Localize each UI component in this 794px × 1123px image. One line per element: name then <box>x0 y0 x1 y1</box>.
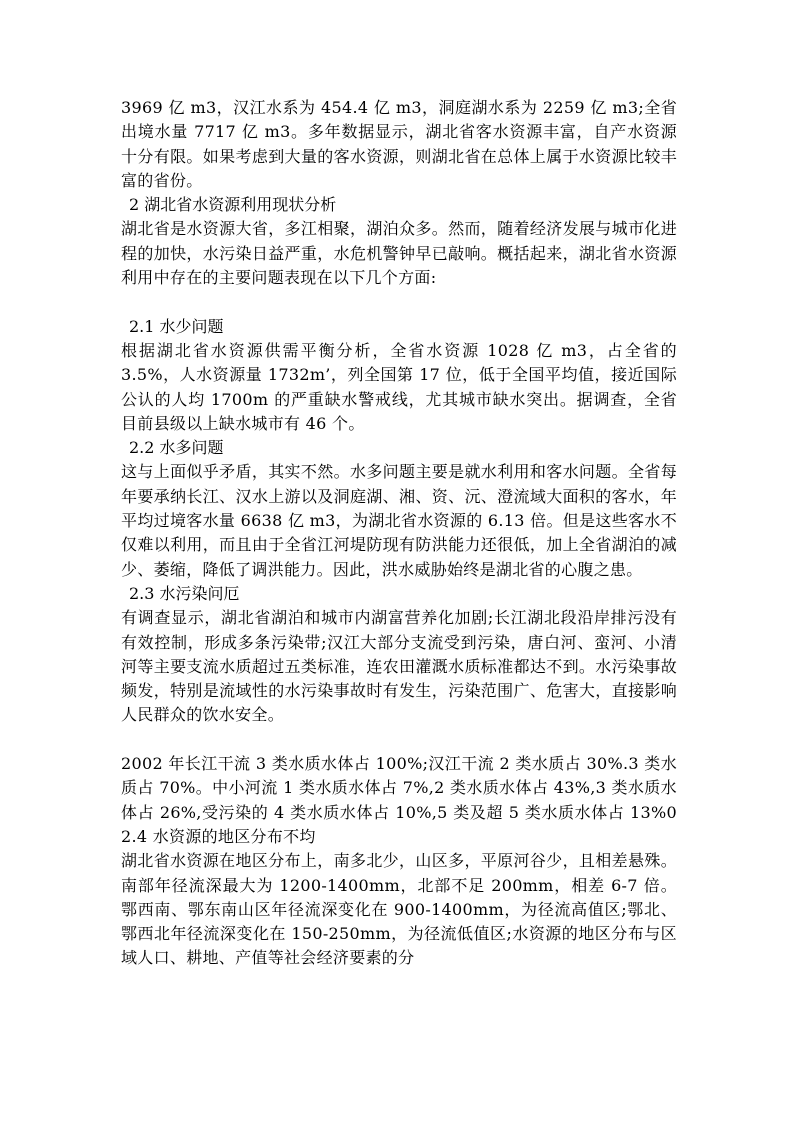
paragraph-regional-distribution: 湖北省水资源在地区分布上，南多北少，山区多，平原河谷少，且相差悬殊。南部年径流深最大为 1200-1400mm，北部不足 200mm，相差 6-7 倍。鄂西南、鄂东南山区年径流深变化在 900-1400mm，为径流高值区;鄂北、鄂西北年径流深变化在 150-250mm，为径流低值区;水资源的地区分布与区域人口、耕地、产值等社会经济要素的分 <box>121 851 677 968</box>
blank-line <box>121 728 677 752</box>
section-heading-2-2: 2.2 水多问题 <box>129 438 224 458</box>
paragraph-water-shortage: 根据湖北省水资源供需平衡分析，全省水资源 1028 亿 m3，占全省的 3.5%，人水资源量 1732m’，列全国第 17 位，低于全国平均值，接近国际公认的人均 1700m 的严重缺水警戒线，尤其城市缺水突出。据调查，全省目前县级以上缺水城市有 46 个。 <box>121 340 677 433</box>
paragraph-water-volume: 3969 亿 m3，汉江水系为 454.4 亿 m3，洞庭湖水系为 2259 亿 m3;全省出境水量 7717 亿 m3。多年数据显示，湖北省客水资源丰富，自产水资源十分有限。如果考虑到大量的客水资源，则湖北省在总体上属于水资源比较丰富的省份。 <box>121 98 677 190</box>
paragraph-intro-problems: 湖北省是水资源大省，多江相聚，湖泊众多。然而，随着经济发展与城市化进程的加快，水污染日益严重，水危机警钟早已敲响。概括起来，湖北省水资源利用中存在的主要问题表现在以下几个方面: <box>121 219 677 288</box>
section-heading-2-1: 2.1 水少问题 <box>129 316 224 336</box>
section-heading-2: 2 湖北省水资源利用现状分析 <box>129 195 337 215</box>
blank-line <box>121 290 677 314</box>
paragraph-water-quality-2002: 2002 年长江干流 3 类水质水体占 100%;汉江干流 2 类水质占 30%.3 类水质占 70%。中小河流 1 类水质水体占 7%,2 类水质水体占 43%,3 类水质水体占 26%,受污染的 4 类水质水体占 10%,5 类及超 5 类水质水体占 13%0 2.4 水资源的地区分布不均 <box>121 754 677 846</box>
section-heading-2-3: 2.3 水污染问厄 <box>129 583 240 603</box>
paragraph-water-excess: 这与上面似乎矛盾，其实不然。水多问题主要是就水利用和客水问题。全省每年要承纳长江、汉水上游以及洞庭湖、湘、资、沅、澄流域大面积的客水，年平均过境客水量 6638 亿 m3，为湖北省水资源的 6.13 倍。但是这些客水不仅难以利用，而且由于全省江河堤防现有防洪能力还很低，加上全省湖泊的减少、萎缩，降低了调洪能力。因此，洪水威胁始终是湖北省的心腹之患。 <box>121 462 677 579</box>
paragraph-water-pollution: 有调查显示，湖北省湖泊和城市内湖富营养化加剧;长江湖北段沿岸排污没有有效控制，形成多条污染带;汉江大部分支流受到污染，唐白河、蛮河、小清河等主要支流水质超过五类标准，连农田灌溉水质标准都达不到。水污染事故频发，特别是流域性的水污染事故时有发生，污染范围广、危害大，直接影响人民群众的饮水安全。 <box>121 608 677 725</box>
document-page <box>121 96 677 971</box>
